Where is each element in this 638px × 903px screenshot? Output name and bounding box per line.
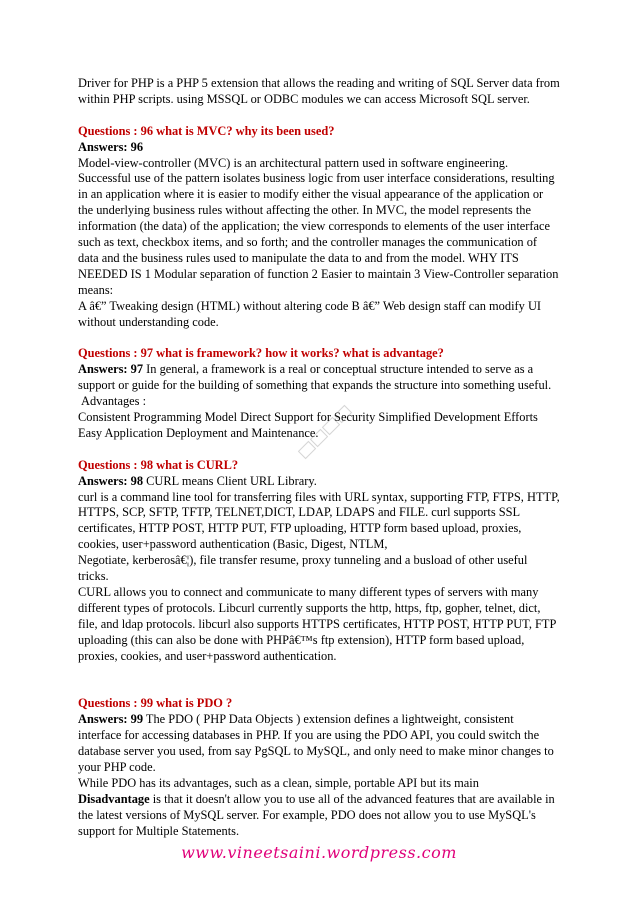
- spacer: [78, 108, 560, 124]
- advantages-label: Advantages :: [81, 394, 147, 409]
- curl-negotiate: Negotiate, kerberosâ€¦), file transfer resume, proxy tunneling and a busload of other useful tricks.: [78, 553, 528, 584]
- answer-98-text: CURL means Client URL Library.: [143, 473, 317, 488]
- advantages-text: Consistent Programming Model Direct Support for Security Simplified Development Efforts Easy Application Deployment and Maintenance.: [78, 410, 538, 440]
- answer-98-paragraph: [78, 474, 560, 490]
- answer-96-label: Answers: 96: [78, 139, 144, 154]
- answer-96-body: Model-view-controller (MVC) is an architectural pattern used in software engineering. Successful use of the pattern isolates business logic from user interface considerations, resulting in an application where it is easier to modify either the visual appearance of the application or the underlying business rules without affecting the other. In MVC, the model represents the information (the data) of the application; the view corresponds to elements of the user interface such as text, checkbox items, and so forth; and the controller manages the communication of data and the business rules used to manipulate the data to and from the model. WHY ITS NEEDED IS 1 Modular separation of function 2 Easier to maintain 3 View-Controller separation means:: [78, 155, 559, 297]
- disadvantage-text: is that it doesn't allow you to use all of the advanced features that are available in the latest versions of MySQL server. For example, PDO does not allow you to use MySQL's support for Multiple Statements.: [78, 791, 555, 838]
- spacer: [78, 680, 560, 696]
- pdo-while: While PDO has its advantages, such as a clean, simple, portable API but its main: [78, 775, 479, 790]
- watermark-icon: [290, 395, 370, 475]
- question-97: Questions : 97 what is framework? how it works? what is advantage?: [78, 346, 444, 361]
- disadvantage-label: Disadvantage: [78, 791, 150, 806]
- pdo-disadvantage: [78, 792, 560, 840]
- answer-99-text: The PDO ( PHP Data Objects ) extension defines a lightweight, consistent interface for accessing databases in PHP. If you are using the PDO API, you could switch the database server you used, from say PgSQL to MySQL, and only need to make minor changes to your PHP code.: [78, 712, 554, 774]
- answer-97-text: In general, a framework is a real or conceptual structure intended to serve as a support or guide for the building of something that expands the structure into something useful.: [78, 362, 552, 393]
- answer-98-label: Answers: 98: [78, 473, 144, 488]
- answer-96-body-2: A â€” Tweaking design (HTML) without altering code B â€” Web design staff can modify UI without understanding code.: [78, 298, 542, 329]
- curl-libcurl: CURL allows you to connect and communicate to many different types of servers with many different types of protocols. Libcurl currently supports the http, https, ftp, gopher, telnet, dict, file, and ldap protocols. libcurl also supports HTTPS certificates, HTTP POST, HTTP PUT, FTP uploading (this can also be done with PHPâ€™s ftp extension), HTTP form based upload, proxies, cookies, and user+password authentication.: [78, 584, 556, 663]
- spacer: [78, 330, 560, 346]
- question-98: Questions : 98 what is CURL?: [78, 457, 239, 472]
- question-96: Questions : 96 what is MVC? why its been used?: [78, 123, 335, 138]
- answer-97-label: Answers: 97: [78, 362, 144, 377]
- answer-97-paragraph: [78, 362, 560, 394]
- answer-99-label: Answers: 99: [78, 712, 144, 727]
- intro-paragraph: Driver for PHP is a PHP 5 extension that allows the reading and writing of SQL Server data from within PHP scripts. using MSSQL or ODBC modules we can access Microsoft SQL server.: [78, 76, 560, 106]
- footer-link[interactable]: www.vineetsaini.wordpress.com: [181, 843, 457, 862]
- curl-description: curl is a command line tool for transferring files with URL syntax, supporting FTP, FTPS, HTTP, HTTPS, SCP, SFTP, TFTP, TELNET,DICT, LDAP, LDAPS and FILE. curl supports SSL certificates, HTTP POST, HTTP PUT, FTP uploading, HTTP form based upload, proxies, cookies, user+password authentication (Basic, Digest, NTLM,: [78, 489, 560, 552]
- footer-url[interactable]: [0, 843, 638, 862]
- spacer: [78, 664, 560, 680]
- answer-99-paragraph: [78, 712, 560, 776]
- question-99: Questions : 99 what is PDO ?: [78, 696, 233, 711]
